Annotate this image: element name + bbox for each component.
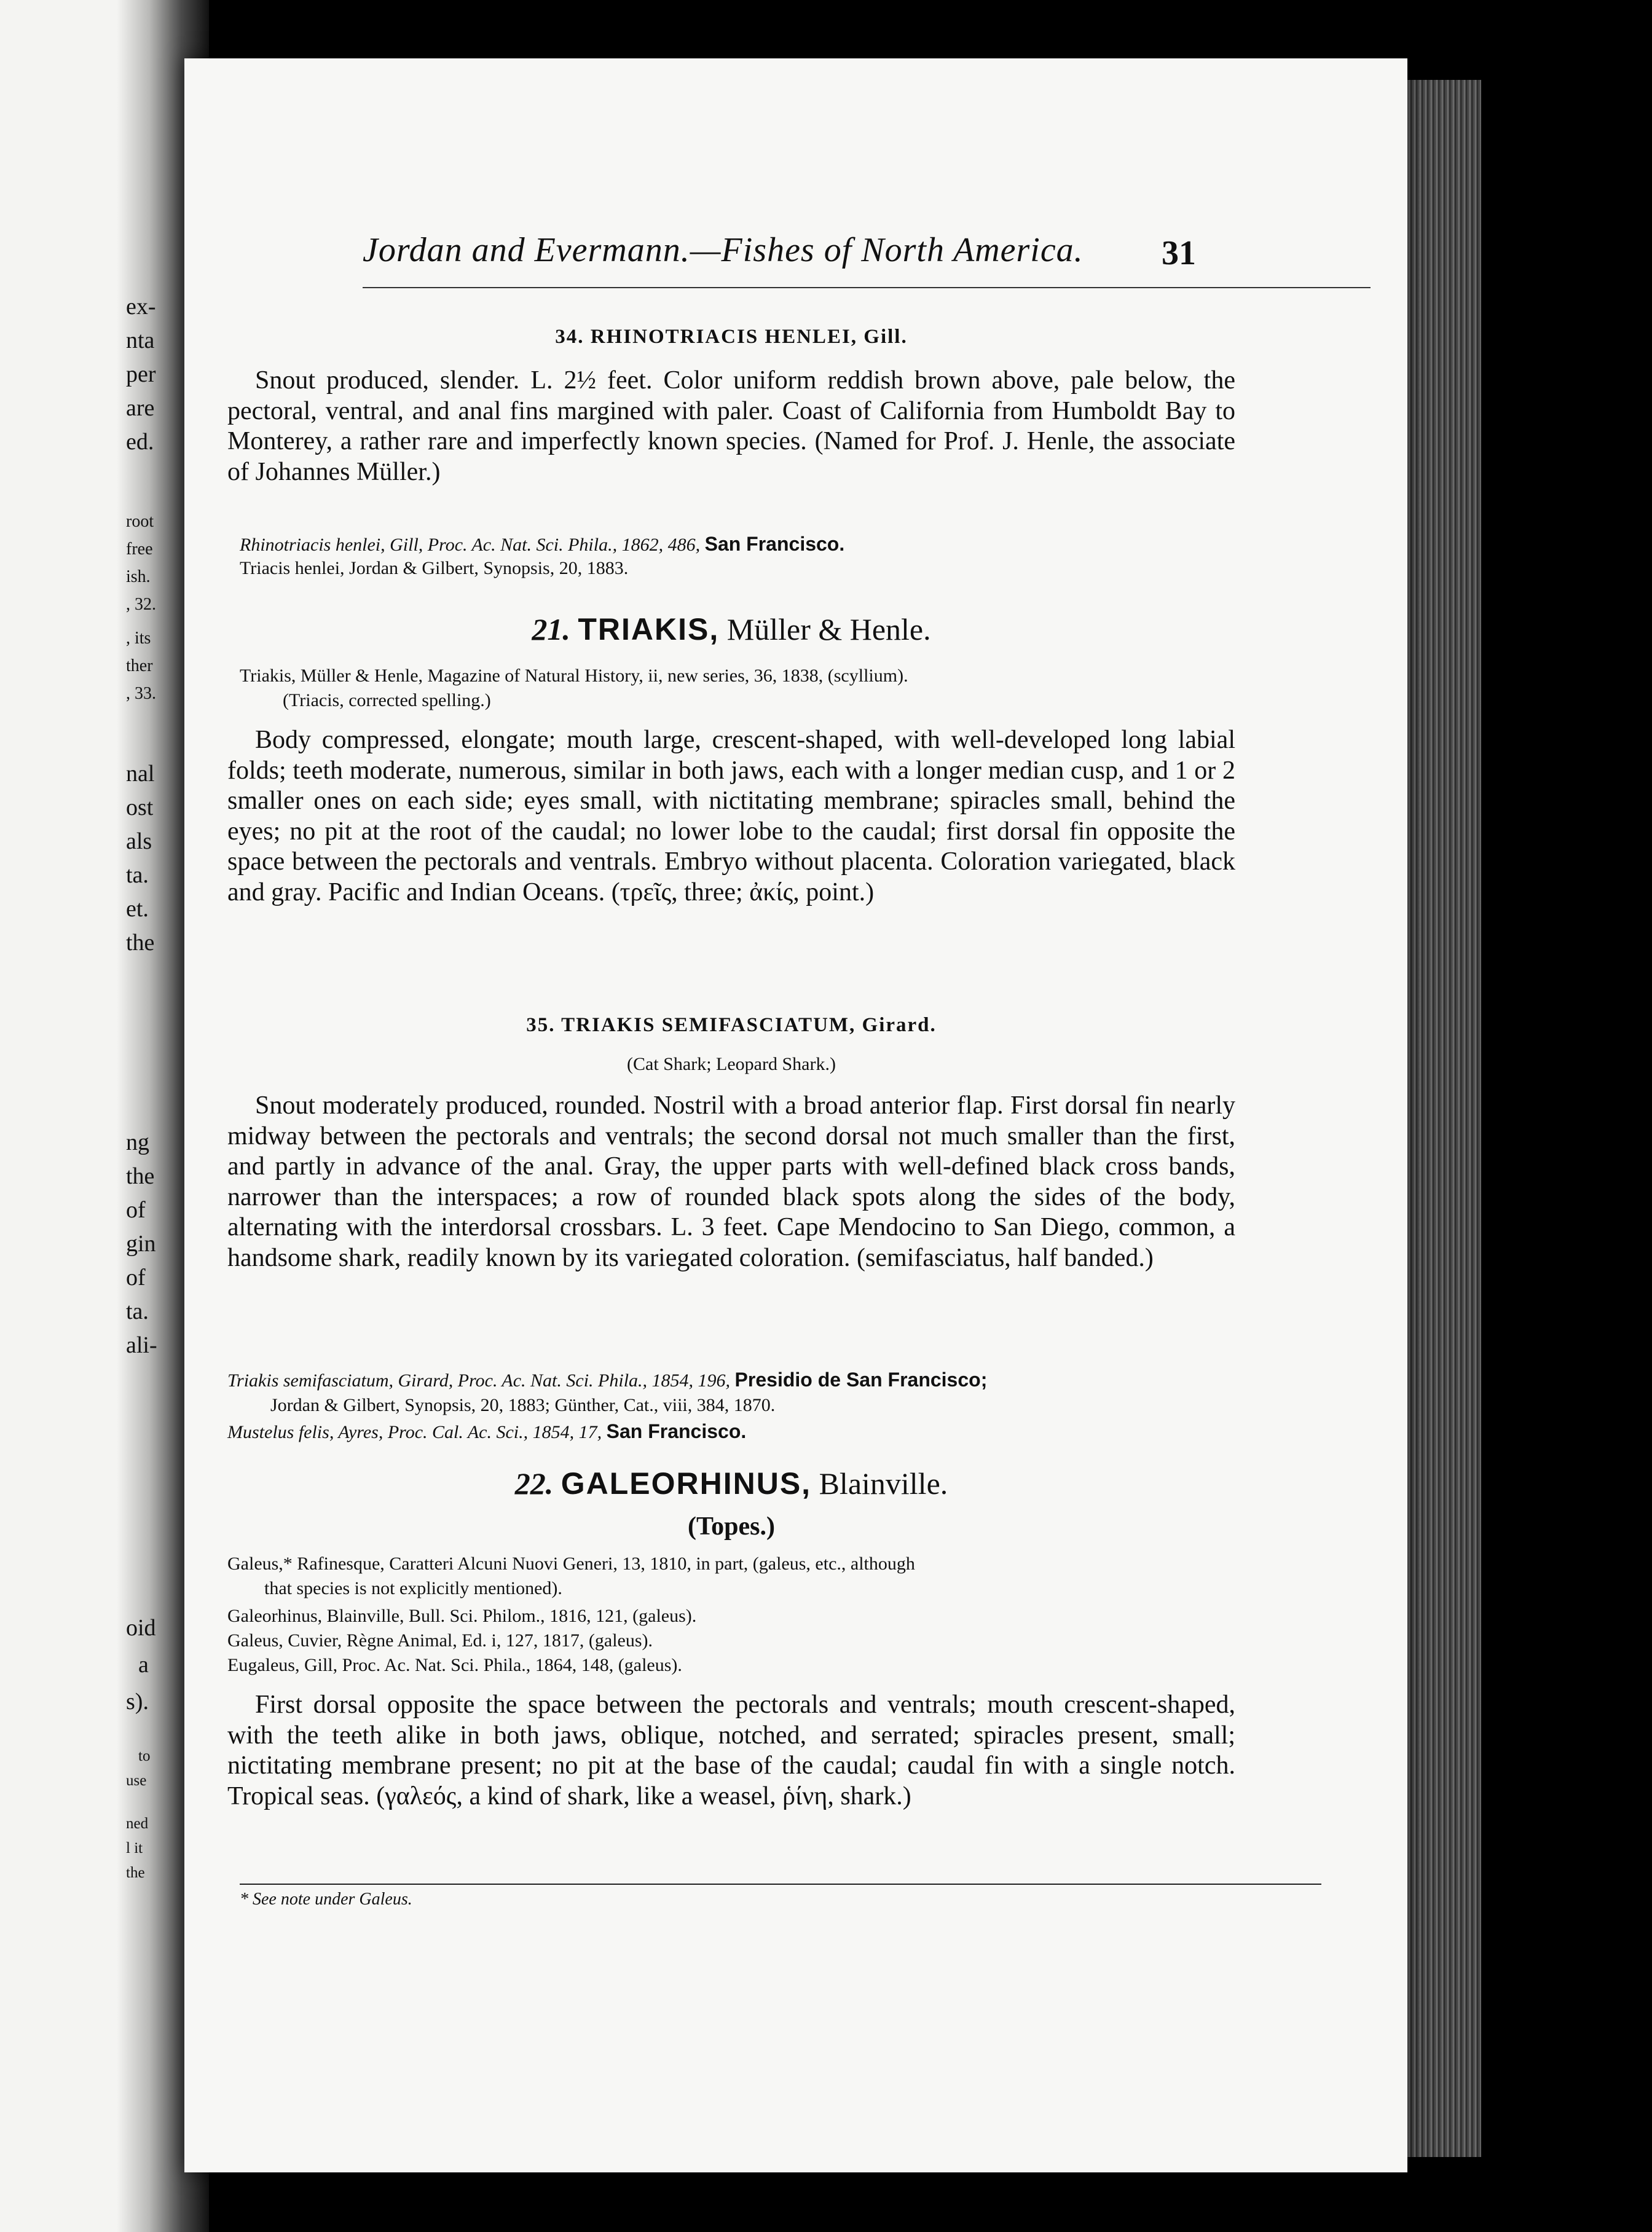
genus-authority: Blainville. xyxy=(819,1466,948,1501)
footnote-rule xyxy=(240,1884,1321,1885)
genus-22-paragraph: First dorsal opposite the space between the pectorals and ventrals; mouth crescent-shaped, with the teeth alike in both jaws, oblique, notched, and serrated; spiracles present, small; nictitating membrane present; no pit at the base of the caudal; caudal fin with a single notch. Tropical seas. (γαλεός, a kind of shark, like a weasel, ῥίνη, shark.) xyxy=(227,1691,1235,1810)
species-34-citation-1 xyxy=(240,532,844,557)
genus-21-heading xyxy=(227,611,1235,647)
left-fragment: , its xyxy=(126,629,151,648)
left-fragment: ex- xyxy=(126,294,156,320)
citation-locality: San Francisco. xyxy=(704,533,845,555)
left-fragment: ng xyxy=(126,1130,149,1155)
genus-22-citation-1b: that species is not explicitly mentioned). xyxy=(264,1578,562,1598)
genus-22-description xyxy=(227,1690,1235,1812)
genus-number: 22. xyxy=(514,1466,554,1501)
genus-name: GALEORHINUS, xyxy=(560,1466,812,1501)
header-rule xyxy=(363,287,1371,288)
left-fragment: the xyxy=(126,1163,155,1189)
species-34-citation-2: Triacis henlei, Jordan & Gilbert, Synopsis, 20, 1883. xyxy=(240,558,629,578)
page-edges xyxy=(1407,80,1481,2157)
citation-text: Rhinotriacis henlei, Gill, Proc. Ac. Nat. Sci. Phila., 1862, 486, xyxy=(240,535,701,555)
left-fragment: nta xyxy=(126,328,155,353)
genus-name: TRIAKIS, xyxy=(578,612,720,646)
left-fragment: oid xyxy=(126,1615,156,1641)
genus-authority: Müller & Henle. xyxy=(726,612,931,646)
genus-22-citation-2: Galeorhinus, Blainville, Bull. Sci. Philom., 1816, 121, (galeus). xyxy=(227,1606,697,1626)
left-fragment: , 32. xyxy=(126,595,156,614)
genus-21-citation-1: Triakis, Müller & Henle, Magazine of Natural History, ii, new series, 36, 1838, (scyllium). xyxy=(240,666,908,686)
genus-21-citation-2: (Triacis, corrected spelling.) xyxy=(283,690,491,710)
species-35-citation-2: Jordan & Gilbert, Synopsis, 20, 1883; Günther, Cat., viii, 384, 1870. xyxy=(270,1395,776,1415)
left-fragment: root xyxy=(126,512,154,531)
left-fragment: ali- xyxy=(126,1332,157,1358)
left-fragment: als xyxy=(126,828,152,854)
left-fragment: to xyxy=(138,1748,151,1764)
left-fragment: ther xyxy=(126,656,153,675)
left-fragment: of xyxy=(126,1265,146,1291)
running-head: Jordan and Evermann.—Fishes of North America. xyxy=(363,231,1084,269)
left-fragment: , 33. xyxy=(126,684,156,703)
left-fragment: free xyxy=(126,540,153,559)
left-fragment: of xyxy=(126,1197,146,1223)
genus-21-paragraph: Body compressed, elongate; mouth large, crescent-shaped, with well-developed long labial folds; teeth moderate, numerous, similar in both jaws, each with a longer median cusp, and 1 or 2 smaller ones on each side; eyes small, with nictitating membrane; spiracles small, behind the eyes; no pit at the root of the caudal; no lower lobe to the caudal; first dorsal fin opposite the space between the pectorals and ventrals. Embryo without placenta. Coloration variegated, black and gray. Pacific and Indian Oceans. (τρεῖς, three; ἀκίς, point.) xyxy=(227,726,1235,906)
left-fragment: ost xyxy=(126,795,154,820)
species-35-paragraph: Snout moderately produced, rounded. Nostril with a broad anterior flap. First dorsal fin nearly midway between the pectorals and ventrals; the second dorsal not much smaller than the first, and partly in advance of the anal. Gray, the upper parts with well-defined black cross bands, narrower than the interspaces; a row of rounded black spots along the sides of the body, alternating with the interdorsal crossbars. L. 3 feet. Cape Mendocino to San Diego, common, a handsome shark, readily known by its variegated coloration. (semifasciatus, half banded.) xyxy=(227,1091,1235,1272)
genus-22-citation-3: Galeus, Cuvier, Règne Animal, Ed. i, 127, 1817, (galeus). xyxy=(227,1630,653,1651)
citation-text: Mustelus felis, Ayres, Proc. Cal. Ac. Sci., 1854, 17, xyxy=(227,1422,602,1442)
genus-number: 21. xyxy=(532,612,570,646)
page-number: 31 xyxy=(1162,234,1196,272)
genus-22-common-name: (Topes.) xyxy=(688,1512,775,1541)
citation-locality: San Francisco. xyxy=(606,1420,747,1442)
species-35-title: 35. TRIAKIS SEMIFASCIATUM, Girard. xyxy=(526,1014,937,1036)
genus-22-heading xyxy=(227,1466,1235,1501)
left-fragment: the xyxy=(126,930,155,956)
species-35-citation-1 xyxy=(227,1367,987,1393)
left-fragment: s). xyxy=(126,1689,149,1715)
species-35-common-names: (Cat Shark; Leopard Shark.) xyxy=(627,1054,836,1074)
citation-text: Triakis semifasciatum, Girard, Proc. Ac. Nat. Sci. Phila., 1854, 196, xyxy=(227,1370,731,1391)
left-fragment: a xyxy=(138,1652,149,1678)
left-fragment: ta. xyxy=(126,1299,149,1324)
genus-22-citation-1: Galeus,* Rafinesque, Caratteri Alcuni Nuovi Generi, 13, 1810, in part, (galeus, etc., although xyxy=(227,1554,915,1574)
species-34-title: 34. RHINOTRIACIS HENLEI, Gill. xyxy=(555,326,908,348)
left-fragment: the xyxy=(126,1865,145,1881)
species-35-citation-3 xyxy=(227,1419,746,1445)
left-fragment: ish. xyxy=(126,567,151,586)
genus-21-description xyxy=(227,725,1235,908)
species-34-paragraph: Snout produced, slender. L. 2½ feet. Color uniform reddish brown above, pale below, the pectoral, ventral, and anal fins margined with paler. Coast of California from Humboldt Bay to Monterey, a rather rare and imperfectly known species. (Named for Prof. J. Henle, the associate of Johannes Müller.) xyxy=(227,366,1235,486)
left-fragment: et. xyxy=(126,896,149,922)
footnote: * See note under Galeus. xyxy=(240,1890,412,1909)
citation-locality: Presidio de San Francisco; xyxy=(734,1369,988,1391)
left-fragment: are xyxy=(126,395,155,421)
left-fragment: ed. xyxy=(126,429,154,455)
species-35-description xyxy=(227,1091,1235,1273)
left-fragment: ta. xyxy=(126,862,149,888)
genus-22-citation-4: Eugaleus, Gill, Proc. Ac. Nat. Sci. Phila., 1864, 148, (galeus). xyxy=(227,1655,682,1675)
left-fragment: per xyxy=(126,361,156,387)
left-fragment: l it xyxy=(126,1840,143,1857)
left-fragment: use xyxy=(126,1772,147,1789)
right-page xyxy=(184,58,1407,2172)
species-34-description xyxy=(227,366,1235,487)
left-fragment: nal xyxy=(126,761,155,787)
left-fragment: ned xyxy=(126,1815,149,1832)
left-fragment: gin xyxy=(126,1231,156,1257)
